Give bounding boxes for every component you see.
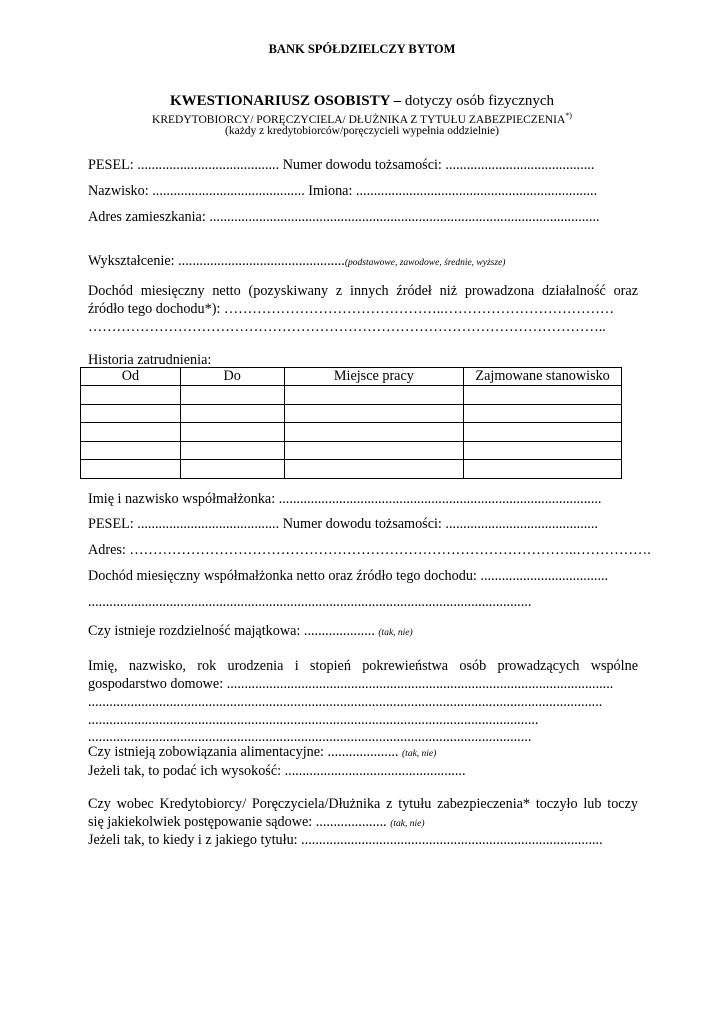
income-line-1: Dochód miesięczny netto (pozyskiwany z innych źródeł niż prowadzona działalność oraz (88, 283, 638, 299)
education-field[interactable] (88, 253, 505, 270)
household-field-line-4[interactable]: ............................................................................................................................. (88, 729, 532, 745)
table-header-row (81, 368, 622, 386)
alimony-amount-field[interactable]: Jeżeli tak, to podać ich wysokość: ................................................... (88, 763, 466, 779)
property-separation-field[interactable] (88, 623, 413, 640)
address-field[interactable]: Adres zamieszkania: .............................................................................................................. (88, 209, 600, 225)
income-field-continued[interactable]: ……………………………………………………………………………………………….. (88, 319, 606, 335)
column-header-workplace: Miejsce pracy (284, 368, 464, 386)
footnote-mark: *) (565, 111, 572, 120)
table-row (81, 404, 622, 423)
table-cell[interactable] (81, 460, 181, 479)
alimony-note: (tak, nie) (402, 749, 437, 759)
pesel-id-field[interactable]: PESEL: ........................................ Numer dowodu tożsamości: .......................................... (88, 157, 595, 173)
court-proceedings-label: się jakiekolwiek postępowanie sądowe: .................... (88, 814, 387, 830)
column-header-from: Od (81, 368, 181, 386)
table-cell[interactable] (81, 404, 181, 423)
column-header-to: Do (180, 368, 284, 386)
employment-history-label: Historia zatrudnienia: (88, 352, 212, 368)
table-row (81, 460, 622, 479)
court-proceedings-field[interactable] (88, 814, 425, 831)
spouse-address-field[interactable]: Adres: …………………………………………………………………………………..……………. (88, 542, 651, 558)
alimony-label: Czy istnieją zobowiązania alimentacyjne: .................... (88, 744, 399, 760)
spouse-name-field[interactable]: Imię i nazwisko współmałżonka: ........................................................................................... (88, 491, 602, 507)
court-line-1: Czy wobec Kredytobiorcy/ Poręczyciela/Dłużnika z tytułu zabezpieczenia* toczyło lub toczy (88, 796, 638, 812)
table-cell[interactable] (464, 441, 622, 460)
form-subtitle (0, 111, 724, 126)
form-subtitle-text: KREDYTOBIORCY/ PORĘCZYCIELA/ DŁUŻNIKA Z TYTUŁU ZABEZPIECZENIA (152, 114, 566, 126)
form-title-rest: dotyczy osób fizycznych (401, 93, 555, 109)
form-title-bold: KWESTIONARIUSZ OSOBISTY – (169, 93, 402, 109)
education-label: Wykształcenie: ............................................... (88, 253, 345, 269)
column-header-position: Zajmowane stanowisko (464, 368, 622, 386)
table-cell[interactable] (180, 460, 284, 479)
surname-names-field[interactable]: Nazwisko: ........................................... Imiona: .................................................................... (88, 183, 598, 199)
table-row (81, 441, 622, 460)
table-cell[interactable] (284, 404, 464, 423)
table-cell[interactable] (284, 441, 464, 460)
form-subtitle-note: (każdy z kredytobiorców/poręczycieli wypełnia oddzielnie) (225, 125, 499, 137)
table-cell[interactable] (81, 441, 181, 460)
form-title (0, 93, 724, 110)
table-cell[interactable] (180, 386, 284, 405)
table-cell[interactable] (464, 460, 622, 479)
court-details-field[interactable]: Jeżeli tak, to kiedy i z jakiego tytułu: ..................................................................................... (88, 832, 603, 848)
property-separation-note: (tak, nie) (378, 628, 413, 638)
table-cell[interactable] (180, 423, 284, 442)
table-row (81, 386, 622, 405)
table-cell[interactable] (464, 386, 622, 405)
spouse-income-field[interactable]: Dochód miesięczny współmałżonka netto oraz źródło tego dochodu: .................................... (88, 568, 609, 584)
court-proceedings-note: (tak, nie) (390, 819, 425, 829)
education-note: (podstawowe, zawodowe, średnie, wyższe) (344, 258, 506, 268)
table-row (81, 423, 622, 442)
household-field-line-3[interactable]: ............................................................................................................................... (88, 712, 539, 728)
table-cell[interactable] (180, 441, 284, 460)
spouse-income-field-continued[interactable]: ............................................................................................................................. (88, 594, 532, 610)
table-cell[interactable] (464, 404, 622, 423)
household-line-1: Imię, nazwisko, rok urodzenia i stopień pokrewieństwa osób prowadzących wspólne (88, 658, 638, 674)
table-cell[interactable] (284, 423, 464, 442)
property-separation-label: Czy istnieje rozdzielność majątkowa: .................... (88, 623, 375, 639)
household-field-line-2[interactable]: ................................................................................................................................................. (88, 694, 603, 710)
alimony-field[interactable] (88, 744, 436, 761)
table-cell[interactable] (284, 460, 464, 479)
table-cell[interactable] (180, 404, 284, 423)
income-field[interactable]: źródło tego dochodu*): ………………………………………..……………………………… (88, 301, 615, 317)
table-cell[interactable] (284, 386, 464, 405)
bank-name: BANK SPÓŁDZIELCZY BYTOM (268, 42, 456, 56)
table-cell[interactable] (81, 386, 181, 405)
spouse-pesel-id-field[interactable]: PESEL: ........................................ Numer dowodu tożsamości: ........................................... (88, 516, 598, 532)
table-cell[interactable] (81, 423, 181, 442)
household-field[interactable]: gospodarstwo domowe: ............................................................................................................. (88, 676, 614, 692)
employment-history-table (80, 367, 622, 479)
table-cell[interactable] (464, 423, 622, 442)
